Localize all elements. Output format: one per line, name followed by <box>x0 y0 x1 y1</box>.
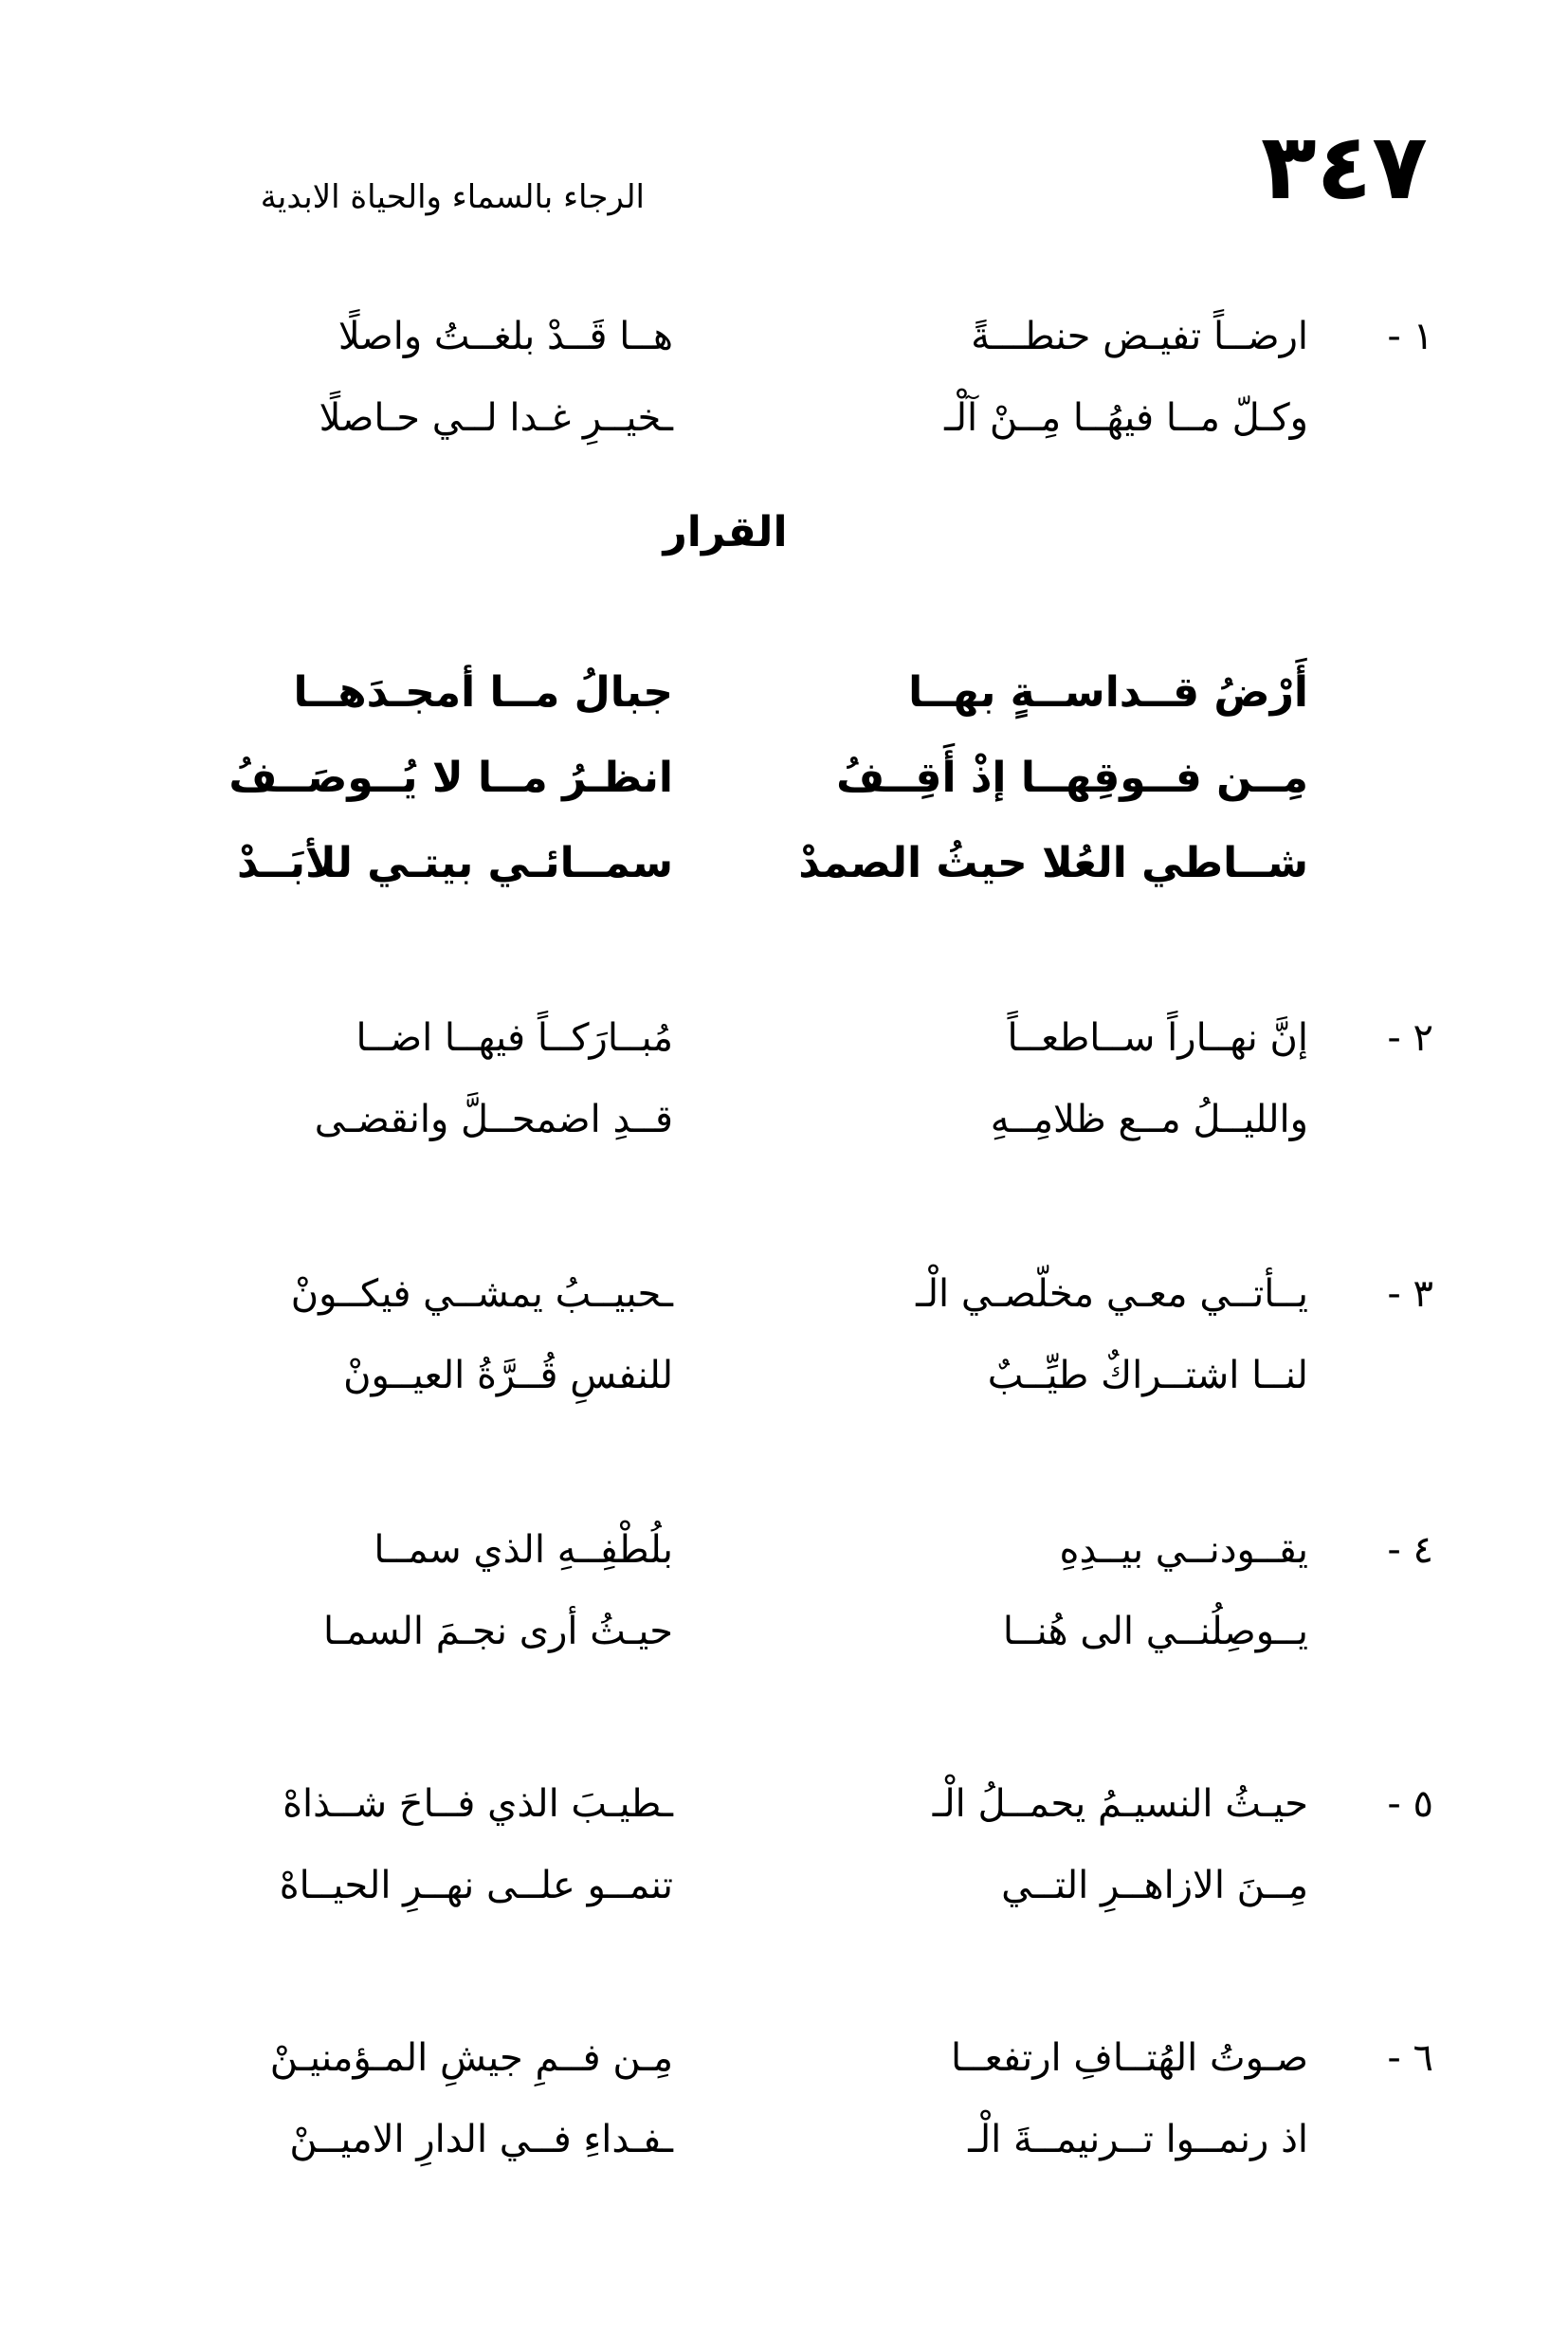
verse-line <box>0 1528 1568 1610</box>
verse-line <box>0 1098 1568 1179</box>
second-hemistich: ـطيـبَ الذي فــاحَ شــذاهْ <box>283 1782 673 1826</box>
second-hemistich: للنفسِ قُــرَّةُ العيــونْ <box>343 1354 673 1397</box>
verse-number: ٥ - <box>1387 1782 1433 1826</box>
second-hemistich: هــا قَــدْ بلغــتُ واصلًا <box>337 315 673 358</box>
second-hemistich: ـفـداءِ فــي الدارِ الاميــنْ <box>289 2118 673 2161</box>
first-hemistich: يــأتــي معـي مخلّصـي الْـ <box>916 1272 1308 1316</box>
verse-line <box>0 1354 1568 1435</box>
running-title: الرجاء بالسماء والحياة الابدية <box>260 178 645 216</box>
stanza-5 <box>0 1782 1568 1945</box>
first-hemistich: حيـثُ النسيـمُ يحمــلُ الْـ <box>932 1782 1308 1826</box>
verse-line <box>0 2036 1568 2118</box>
second-hemistich: ـحبيــبُ يمشــي فيكــونْ <box>290 1272 673 1316</box>
first-hemistich: والليــلُ مــع ظلامِــهِ <box>990 1098 1308 1141</box>
verse-number: ٢ - <box>1387 1016 1433 1060</box>
verse-line <box>0 1864 1568 1945</box>
first-hemistich: أَرْضُ قــداســةٍ بهــا <box>908 668 1308 717</box>
second-hemistich: جبالُ مــا أمجـدَهــا <box>293 668 673 717</box>
stanza-3 <box>0 1272 1568 1435</box>
first-hemistich: مِــنَ الازاهــرِ التــي <box>1001 1864 1308 1907</box>
first-hemistich: صـوتُ الهُتــافِ ارتفعــا <box>950 2036 1308 2080</box>
verse-number: ٦ - <box>1387 2036 1433 2080</box>
verse-line <box>0 396 1568 478</box>
verse-line <box>0 1016 1568 1098</box>
verse-line <box>0 2118 1568 2199</box>
stanza-1 <box>0 315 1568 478</box>
verse-number: ٤ - <box>1387 1528 1433 1572</box>
first-hemistich: مِــن فــوقِهــا إذْ أَقِــفُ <box>836 754 1308 802</box>
second-hemistich: ـخيــرِ غـدا لــي حـاصلًا <box>319 396 673 440</box>
first-hemistich: يــوصِلُنــي الى هُنــا <box>1002 1610 1308 1653</box>
verse-line <box>0 1610 1568 1691</box>
second-hemistich: مُبــارَكــاً فيهــا اضــا <box>356 1016 673 1060</box>
second-hemistich: تنمــو علــى نهــرِ الحيــاهْ <box>279 1864 673 1907</box>
second-hemistich: بلُطْفِــهِ الذي سمــا <box>374 1528 673 1572</box>
stanza-4 <box>0 1528 1568 1691</box>
second-hemistich: سمــائـي بيتـي للأبَــدْ <box>236 839 673 887</box>
refrain-line <box>0 839 1568 924</box>
stanza-6 <box>0 2036 1568 2199</box>
verse-number: ٣ - <box>1387 1272 1433 1316</box>
stanza-2 <box>0 1016 1568 1179</box>
first-hemistich: شــاطي العُلا حيثُ الصمدْ <box>798 839 1308 887</box>
refrain-line <box>0 754 1568 839</box>
verse-line <box>0 1272 1568 1354</box>
verse-line <box>0 315 1568 396</box>
refrain <box>0 668 1568 924</box>
first-hemistich: اذ رنمــوا تــرنيمــةَ الْـ <box>968 2118 1308 2161</box>
refrain-line <box>0 668 1568 754</box>
first-hemistich: ارضــاً تفيـض حنطـــةً <box>971 315 1308 358</box>
verse-number: ١ - <box>1387 315 1433 358</box>
verse-line <box>0 1782 1568 1864</box>
first-hemistich: إنَّ نهــاراً ســاطعــاً <box>1007 1016 1308 1060</box>
first-hemistich: وكـلّ مــا فيهُــا مِــنْ آلْـ <box>944 396 1308 440</box>
first-hemistich: يقــودنــي بيــدِهِ <box>1059 1528 1308 1572</box>
page-number: ٣٤٧ <box>1261 114 1428 220</box>
first-hemistich: لنــا اشتــراكٌ طيِّــبٌ <box>987 1354 1308 1397</box>
second-hemistich: قــدِ اضمحــلَّ وانقضـى <box>314 1098 673 1141</box>
refrain-title: القرار <box>663 508 788 556</box>
second-hemistich: حيـثُ أرى نجـمَ السمـا <box>323 1610 673 1653</box>
second-hemistich: انظـرُ مــا لا يُــوصَــفُ <box>228 754 673 802</box>
second-hemistich: مِـن فــمِ جيشِ المـؤمنيـنْ <box>269 2036 673 2080</box>
